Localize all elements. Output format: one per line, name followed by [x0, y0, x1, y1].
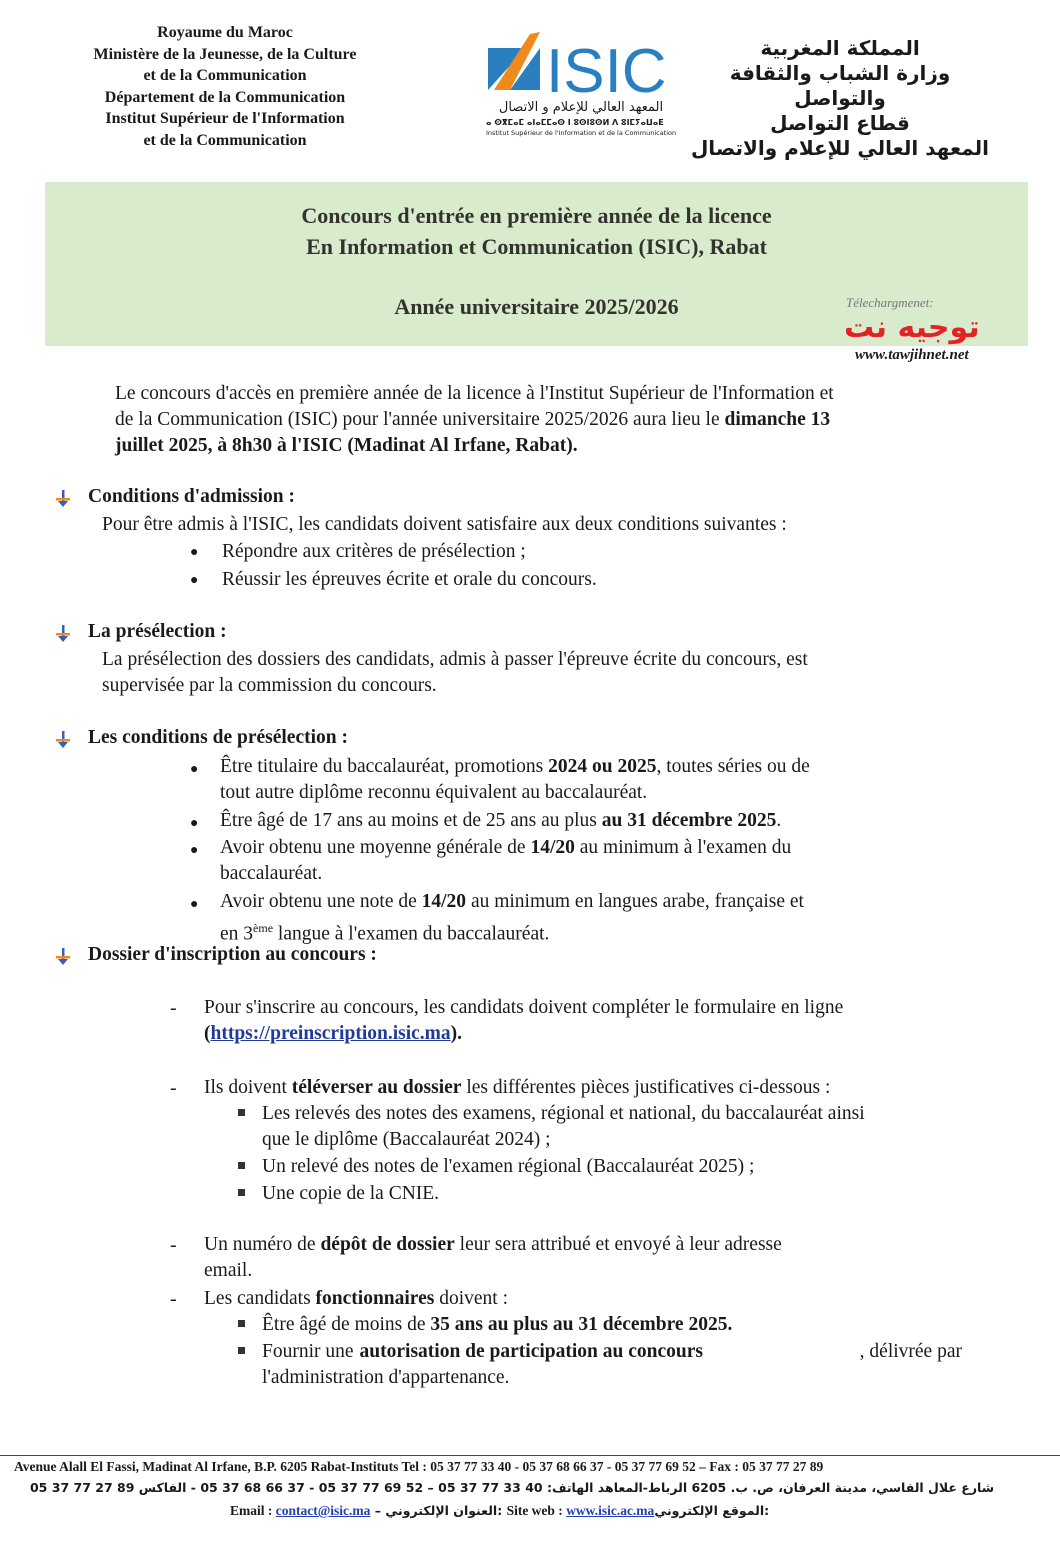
square-bullet-icon: [238, 1320, 245, 1327]
arrow-down-icon: [54, 731, 72, 749]
condition-text: en 3: [220, 923, 254, 945]
dossier-heading: Dossier d'inscription au concours :: [88, 944, 377, 965]
arrow-down-icon: [54, 625, 72, 643]
square-bullet-icon: [238, 1162, 245, 1169]
header-left-line: Ministère de la Jeunesse, de la Culture: [93, 45, 357, 63]
intro-paragraph: [115, 381, 955, 459]
isic-logo-text: ISIC: [546, 37, 667, 100]
preselection-heading: La présélection :: [88, 621, 227, 642]
dossier-subitem-3: Une copie de la CNIE.: [262, 1183, 440, 1204]
dossier-item-3: [204, 1232, 924, 1284]
square-bullet-icon: [238, 1189, 245, 1196]
admission-text: Pour être admis à l'ISIC, les candidats doivent satisfaire aux deux conditions suivantes :: [102, 514, 787, 535]
preinscription-link[interactable]: https://preinscription.isic.ma: [210, 1023, 451, 1044]
header-left-line: Institut Supérieur de l'Information: [105, 110, 345, 128]
dossier-text: l'administration d'appartenance.: [262, 1367, 510, 1388]
conditions-heading: Les conditions de présélection :: [88, 727, 348, 748]
admission-item-2: Réussir les épreuves écrite et orale du concours.: [222, 569, 597, 590]
dossier-text: Ils doivent: [204, 1077, 292, 1098]
site-label-ar: :الموقع الإلكتروني: [654, 1503, 774, 1518]
header-right-block: [690, 36, 990, 161]
email-label: Email :: [230, 1503, 276, 1518]
header-left-line: et de la Communication: [143, 67, 307, 85]
email-link[interactable]: contact@isic.ma: [275, 1503, 371, 1518]
header-left-line: et de la Communication: [143, 131, 307, 149]
square-bullet-icon: [238, 1109, 245, 1116]
dossier-item-4: [204, 1286, 508, 1312]
dossier-bold: 35 ans au plus au 31 décembre 2025.: [430, 1314, 733, 1335]
arrow-down-icon: [54, 948, 72, 966]
dossier-text: Les candidats: [204, 1288, 316, 1309]
bullet-icon: ●: [190, 843, 199, 858]
condition-text: Être titulaire du baccalauréat, promotions: [220, 756, 549, 777]
footer-address-fr: Avenue Alall El Fassi, Madinat Al Irfane, B.P. 6205 Rabat-Instituts Tel : 05 37 77 33 40 - 05 37 68 66 37 - 05 37 77 69 52 – Fax : 05 37 77 27 89: [14, 1459, 824, 1474]
square-bullet-icon: [238, 1347, 245, 1354]
condition-sup: ème: [253, 921, 274, 935]
condition-bold: 14/20: [530, 837, 575, 858]
dossier-subitem-1: [262, 1101, 982, 1153]
intro-date: dimanche 13: [724, 409, 831, 430]
email-label-ar: :العنوان الإلكتروني –: [370, 1503, 507, 1518]
condition-bold: 14/20: [421, 891, 467, 912]
watermark-label: Télechargmenet:: [846, 295, 934, 310]
dossier-bold: fonctionnaires: [315, 1288, 435, 1309]
condition-text: , toutes séries ou de: [656, 756, 810, 777]
watermark-brand: توجيه نت: [844, 310, 980, 345]
dossier-text: email.: [204, 1260, 253, 1281]
condition-text: au minimum à l'examen du: [574, 837, 792, 858]
website-link[interactable]: www.isic.ac.ma: [566, 1503, 655, 1518]
dossier-bold: téléverser au dossier: [291, 1077, 462, 1098]
logo-subtitle-fr: Institut Supérieur de l'Information et de la Communication: [486, 129, 677, 137]
logo-subtitle-ar: المعهد العالي للإعلام و الاتصال: [498, 100, 664, 115]
dossier-subitem-5: [262, 1339, 962, 1391]
bullet-icon: ●: [190, 573, 199, 588]
arrow-down-icon: [54, 490, 72, 508]
dossier-text: (: [204, 1023, 211, 1044]
preselection-line-1: La présélection des dossiers des candidats, admis à passer l'épreuve écrite du concours, est: [102, 649, 808, 670]
bullet-icon: ●: [190, 816, 199, 831]
condition-text: tout autre diplôme reconnu équivalent au baccalauréat.: [220, 782, 648, 803]
intro-line-3: juillet 2025, à 8h30 à l'ISIC (Madinat Al Irfane, Rabat).: [115, 435, 578, 456]
dash-marker: -: [170, 1234, 177, 1256]
condition-bold: 2024 ou 2025: [548, 756, 657, 777]
dossier-text: les différentes pièces justificatives ci-dessous :: [461, 1077, 831, 1098]
admission-heading: Conditions d'admission :: [88, 486, 295, 507]
dash-marker: -: [170, 1077, 177, 1099]
header-left-line: Département de la Communication: [104, 88, 346, 106]
title-line-3: Année universitaire 2025/2026: [394, 294, 679, 319]
header-right-line: المعهد العالي للإعلام والاتصال: [690, 136, 990, 160]
condition-text: Être âgé de 17 ans au moins et de 25 ans au plus: [220, 810, 602, 831]
dossier-text: Un numéro de: [204, 1234, 321, 1255]
dossier-text: Être âgé de moins de: [262, 1314, 431, 1335]
condition-item-2: [220, 808, 781, 834]
dossier-subitem-2: Un relevé des notes de l'examen régional (Baccalauréat 2025) ;: [262, 1156, 755, 1177]
preselection-line-2: supervisée par la commission du concours.: [102, 675, 437, 696]
title-line-1: Concours d'entrée en première année de la licence: [301, 203, 772, 228]
dossier-text: Les relevés des notes des examens, régional et national, du baccalauréat ainsi: [262, 1103, 865, 1124]
dossier-text: doivent :: [434, 1288, 509, 1309]
site-label: Site web :: [506, 1503, 567, 1518]
footer-contact: [230, 1503, 773, 1519]
footer-address-ar: شارع علال الفاسي، مدينة العرفان، ص. ب. 6205 الرباط-المعاهد الهاتف: 40 33 77 37 05 – 52 69 77 37 05 - 37 66 68 37 05 - الفاكس 89 27 77 37 05: [29, 1480, 994, 1495]
dossier-text: leur sera attribué et envoyé à leur adresse: [454, 1234, 782, 1255]
dossier-text: , délivrée par: [859, 1341, 962, 1362]
dossier-bold: dépôt de dossier: [320, 1234, 455, 1255]
watermark-site: www.tawjihnet.net: [855, 347, 969, 363]
admission-item-1: Répondre aux critères de présélection ;: [222, 541, 526, 562]
logo-subtitle-tifinagh: ⴰ ⵙⴳⵎⴰⵎ ⴰⵏⴰⵎⵎⴰⵙ ⵏ ⵓⵙⵏⵓⵙⵍ ⴷ ⵓⵏⵎⵢⴰⵡⴰⴹ: [486, 118, 664, 127]
bullet-icon: ●: [190, 545, 199, 560]
preselection-text: [102, 647, 982, 699]
condition-text: baccalauréat.: [220, 863, 323, 884]
condition-text: au minimum en langues arabe, française et: [466, 891, 804, 912]
dash-marker: -: [170, 1288, 177, 1310]
header-left-block: [40, 22, 410, 152]
dossier-subitem-4: [262, 1312, 732, 1338]
header-left-line: Royaume du Maroc: [157, 24, 293, 41]
dossier-item-2: [204, 1075, 984, 1101]
dossier-text: Pour s'inscrire au concours, les candidats doivent compléter le formulaire en ligne: [204, 997, 844, 1018]
header-right-line: وزارة الشباب والثقافة والتواصل: [729, 61, 951, 110]
condition-item-1: [220, 754, 940, 806]
condition-item-3: [220, 835, 940, 887]
title-lines: [45, 200, 1028, 262]
dossier-item-1: [204, 995, 984, 1047]
dossier-bold: autorisation de participation au concours: [359, 1341, 703, 1362]
condition-text: langue à l'examen du baccalauréat.: [273, 923, 550, 945]
condition-text: .: [776, 810, 782, 831]
intro-line-2: [115, 407, 955, 433]
condition-item-4: [220, 889, 940, 948]
dossier-text: Fournir une: [262, 1341, 354, 1362]
dossier-text: que le diplôme (Baccalauréat 2024) ;: [262, 1129, 551, 1150]
intro-line-1: Le concours d'accès en première année de la licence à l'Institut Supérieur de l'Information et: [115, 383, 834, 404]
intro-text: de la Communication (ISIC) pour l'année universitaire 2025/2026 aura lieu le: [115, 409, 725, 430]
dossier-text: ).: [450, 1023, 463, 1044]
bullet-icon: ●: [190, 762, 199, 777]
condition-text: Avoir obtenu une note de: [220, 891, 422, 912]
bullet-icon: ●: [190, 897, 199, 912]
isic-logo: [480, 28, 680, 140]
footer-divider: [0, 1455, 1060, 1456]
condition-text: Avoir obtenu une moyenne générale de: [220, 837, 531, 858]
header-right-line: المملكة المغربية: [760, 36, 920, 60]
title-line-2: En Information et Communication (ISIC), Rabat: [306, 234, 767, 259]
condition-bold: au 31 décembre 2025: [601, 810, 777, 831]
dash-marker: -: [170, 997, 177, 1019]
isic-logo-graphic: [480, 28, 680, 100]
header-right-line: قطاع التواصل: [770, 111, 910, 135]
